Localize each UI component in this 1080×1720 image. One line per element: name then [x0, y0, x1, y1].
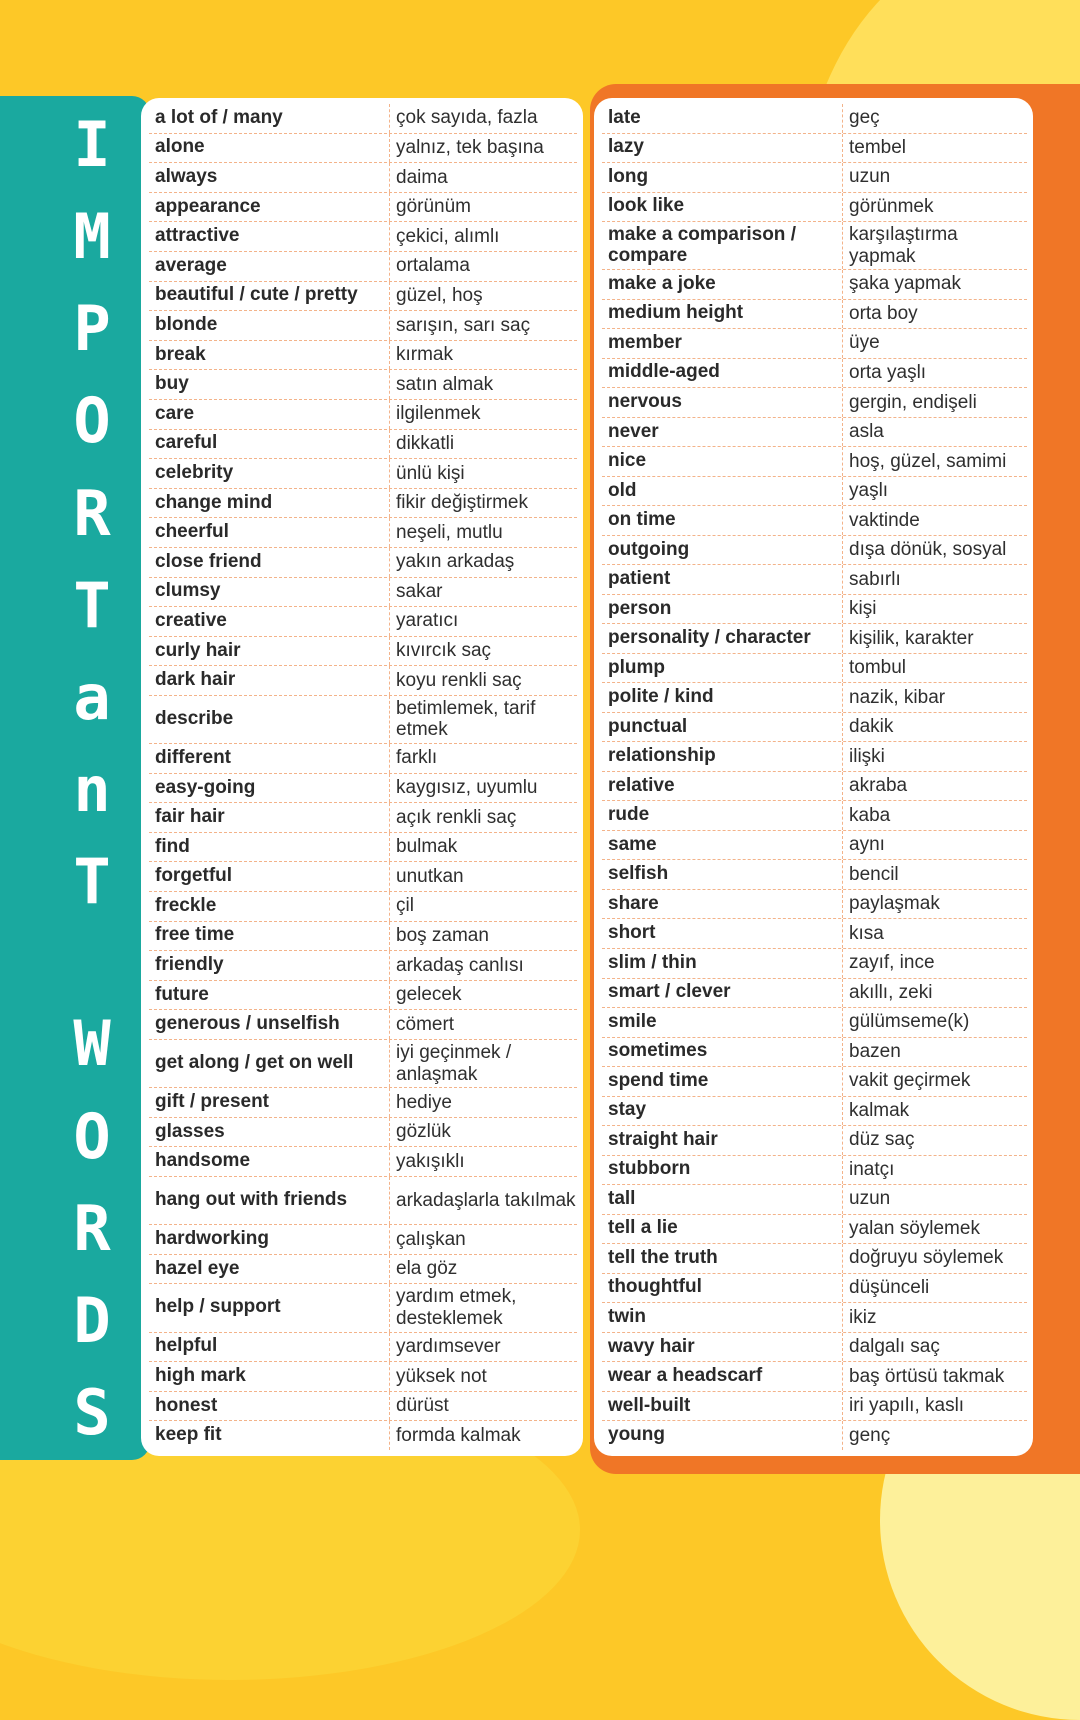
word-row — [149, 400, 577, 430]
turkish-meaning: satın almak — [396, 373, 494, 395]
word-row — [149, 1333, 577, 1363]
english-word: change mind — [149, 489, 390, 518]
english-word: smart / clever — [602, 979, 843, 1008]
turkish-meaning: inatçı — [849, 1158, 895, 1180]
english-word: short — [602, 919, 843, 948]
english-word: describe — [149, 696, 390, 743]
turkish-meaning: dürüst — [396, 1395, 449, 1417]
word-row — [149, 1255, 577, 1285]
english-word: tall — [602, 1185, 843, 1214]
english-word: never — [602, 418, 843, 447]
english-word: share — [602, 890, 843, 919]
english-word: freckle — [149, 892, 390, 921]
turkish-meaning: sabırlı — [849, 568, 901, 590]
english-word: fair hair — [149, 803, 390, 832]
turkish-meaning: düz saç — [849, 1129, 915, 1151]
english-word: help / support — [149, 1284, 390, 1331]
english-word: member — [602, 329, 843, 358]
word-row — [149, 548, 577, 578]
turkish-meaning: bazen — [849, 1040, 901, 1062]
word-row — [602, 1392, 1027, 1422]
turkish-meaning: karşılaştırma yapmak — [849, 223, 958, 267]
word-row — [602, 1038, 1027, 1068]
english-word: glasses — [149, 1118, 390, 1147]
turkish-meaning: yardım etmek, desteklemek — [396, 1286, 517, 1329]
word-row — [602, 536, 1027, 566]
word-row — [149, 341, 577, 371]
word-row — [602, 270, 1027, 300]
english-word: medium height — [602, 300, 843, 329]
english-word: stay — [602, 1097, 843, 1126]
turkish-meaning: çekici, alımlı — [396, 225, 500, 247]
english-word: celebrity — [149, 459, 390, 488]
english-word: tell the truth — [602, 1244, 843, 1273]
word-row — [149, 1362, 577, 1392]
word-row — [602, 1156, 1027, 1186]
turkish-meaning: dikkatli — [396, 432, 455, 454]
english-word: outgoing — [602, 536, 843, 565]
turkish-meaning: yardımsever — [396, 1335, 501, 1357]
turkish-meaning: boş zaman — [396, 925, 489, 946]
english-word: hang out with friends — [149, 1177, 390, 1224]
word-row — [602, 595, 1027, 625]
vocabulary-card-right — [594, 98, 1033, 1456]
english-word: friendly — [149, 951, 390, 980]
word-row — [602, 1362, 1027, 1392]
word-row — [602, 163, 1027, 193]
word-row — [602, 134, 1027, 164]
turkish-meaning: kıvırcık saç — [396, 640, 492, 662]
turkish-meaning: kişilik, karakter — [849, 627, 974, 649]
word-row — [602, 831, 1027, 861]
word-row — [149, 607, 577, 637]
turkish-meaning: düşünceli — [849, 1276, 930, 1298]
english-word: get along / get on well — [149, 1040, 390, 1087]
english-word: selfish — [602, 860, 843, 889]
word-list-left — [149, 104, 577, 1450]
english-word: average — [149, 252, 390, 281]
english-word: same — [602, 831, 843, 860]
word-row — [149, 518, 577, 548]
turkish-meaning: zayıf, ince — [849, 952, 935, 974]
word-row — [602, 624, 1027, 654]
word-row — [602, 359, 1027, 389]
word-row — [149, 311, 577, 341]
english-word: future — [149, 981, 390, 1010]
english-word: relative — [602, 772, 843, 801]
english-word: generous / unselfish — [149, 1010, 390, 1039]
word-row — [149, 744, 577, 774]
english-word: always — [149, 163, 390, 192]
word-row — [149, 252, 577, 282]
english-word: hardworking — [149, 1225, 390, 1254]
turkish-meaning: yakışıklı — [396, 1150, 465, 1172]
turkish-meaning: çil — [396, 895, 414, 917]
turkish-meaning: arkadaş canlısı — [396, 954, 524, 976]
word-row — [602, 1126, 1027, 1156]
english-word: attractive — [149, 222, 390, 251]
turkish-meaning: geç — [849, 107, 880, 129]
turkish-meaning: iyi geçinmek / anlaşmak — [396, 1041, 512, 1085]
english-word: sometimes — [602, 1038, 843, 1067]
english-word: young — [602, 1421, 843, 1450]
english-word: twin — [602, 1303, 843, 1332]
turkish-meaning: kaba — [849, 804, 891, 826]
english-word: spend time — [602, 1067, 843, 1096]
turkish-meaning: cömert — [396, 1013, 455, 1035]
title-letter: I — [73, 108, 111, 181]
english-word: helpful — [149, 1333, 390, 1362]
turkish-meaning: uzun — [849, 166, 891, 188]
english-word: punctual — [602, 713, 843, 742]
word-row — [602, 713, 1027, 743]
english-word: long — [602, 163, 843, 192]
word-row — [602, 1274, 1027, 1304]
title-letter: P — [73, 292, 111, 366]
english-word: patient — [602, 565, 843, 594]
word-row — [602, 683, 1027, 713]
word-row — [149, 666, 577, 696]
word-row — [602, 477, 1027, 507]
word-row — [149, 833, 577, 863]
english-word: hazel eye — [149, 1255, 390, 1284]
english-word: nervous — [602, 388, 843, 417]
english-word: well-built — [602, 1392, 843, 1421]
turkish-meaning: açık renkli saç — [396, 806, 517, 828]
turkish-meaning: akıllı, zeki — [849, 981, 933, 1003]
word-row — [149, 222, 577, 252]
word-row — [149, 459, 577, 489]
english-word: creative — [149, 607, 390, 636]
word-list-right — [602, 104, 1027, 1450]
turkish-meaning: neşeli, mutlu — [396, 521, 503, 543]
turkish-meaning: çalışkan — [396, 1228, 466, 1250]
english-word: middle-aged — [602, 359, 843, 388]
title-letter: S — [73, 1375, 111, 1449]
word-row — [602, 1244, 1027, 1274]
english-word: make a joke — [602, 270, 843, 299]
word-row — [602, 1008, 1027, 1038]
turkish-meaning: kalmak — [849, 1099, 910, 1121]
turkish-meaning: aynı — [849, 834, 885, 856]
english-word: alone — [149, 134, 390, 163]
word-row — [149, 922, 577, 952]
english-word: on time — [602, 506, 843, 535]
word-row — [149, 1225, 577, 1255]
english-word: plump — [602, 654, 843, 683]
word-row — [149, 578, 577, 608]
word-row — [602, 104, 1027, 134]
word-row — [602, 919, 1027, 949]
turkish-meaning: görünüm — [396, 196, 471, 218]
word-row — [602, 949, 1027, 979]
english-word: gift / present — [149, 1088, 390, 1117]
turkish-meaning: yalan söylemek — [849, 1217, 980, 1239]
english-word: wear a headscarf — [602, 1362, 843, 1391]
turkish-meaning: daima — [396, 166, 448, 188]
word-row — [149, 134, 577, 164]
turkish-meaning: arkadaşlarla takılmak — [396, 1189, 576, 1211]
english-word: wavy hair — [602, 1333, 843, 1362]
turkish-meaning: çok sayıda, fazla — [396, 107, 538, 129]
word-row — [602, 300, 1027, 330]
word-row — [149, 862, 577, 892]
word-row — [602, 329, 1027, 359]
english-word: personality / character — [602, 624, 843, 653]
turkish-meaning: dalgalı saç — [849, 1336, 940, 1358]
turkish-meaning: yalnız, tek başına — [396, 136, 544, 158]
turkish-meaning: bulmak — [396, 836, 458, 858]
title-letter: W — [73, 1007, 111, 1081]
turkish-meaning: hediye — [396, 1091, 452, 1113]
turkish-meaning: uzun — [849, 1188, 891, 1210]
turkish-meaning: genç — [849, 1424, 891, 1446]
english-word: clumsy — [149, 578, 390, 607]
english-word: dark hair — [149, 666, 390, 695]
word-row — [602, 772, 1027, 802]
word-row — [602, 1333, 1027, 1363]
word-row — [149, 696, 577, 744]
word-row — [602, 388, 1027, 418]
turkish-meaning: gülümseme(k) — [849, 1011, 970, 1033]
turkish-meaning: farklı — [396, 747, 438, 769]
english-word: easy-going — [149, 774, 390, 803]
turkish-meaning: formda kalmak — [396, 1424, 521, 1446]
turkish-meaning: ünlü kişi — [396, 462, 465, 484]
turkish-meaning: tembel — [849, 136, 907, 158]
word-row — [149, 981, 577, 1011]
turkish-meaning: nazik, kibar — [849, 686, 946, 708]
title-letter: R — [73, 1191, 111, 1265]
word-row — [149, 1177, 577, 1225]
english-word: make a comparison / compare — [602, 222, 843, 269]
english-word: appearance — [149, 193, 390, 222]
english-word: a lot of / many — [149, 104, 390, 133]
english-word: high mark — [149, 1362, 390, 1391]
turkish-meaning: gelecek — [396, 984, 462, 1006]
turkish-meaning: fikir değiştirmek — [396, 492, 528, 514]
turkish-meaning: yakın arkadaş — [396, 551, 515, 573]
word-row — [149, 1284, 577, 1332]
turkish-meaning: betimlemek, tarif etmek — [396, 697, 536, 741]
turkish-meaning: kırmak — [396, 344, 453, 366]
word-row — [602, 1303, 1027, 1333]
turkish-meaning: akraba — [849, 775, 908, 797]
title-letter: O — [73, 384, 111, 458]
word-row — [149, 489, 577, 519]
turkish-meaning: yaratıcı — [396, 610, 459, 632]
turkish-meaning: güzel, hoş — [396, 284, 483, 306]
english-word: person — [602, 595, 843, 624]
english-word: lazy — [602, 134, 843, 163]
turkish-meaning: gergin, endişeli — [849, 391, 977, 413]
turkish-meaning: hoş, güzel, samimi — [849, 450, 1007, 472]
turkish-meaning: ela göz — [396, 1258, 458, 1280]
english-word: close friend — [149, 548, 390, 577]
title-letter: M — [73, 200, 111, 274]
turkish-meaning: unutkan — [396, 865, 464, 887]
turkish-meaning: dakik — [849, 716, 894, 738]
word-row — [149, 803, 577, 833]
turkish-meaning: sakar — [396, 580, 443, 602]
word-row — [602, 1421, 1027, 1450]
word-row — [602, 1215, 1027, 1245]
word-row — [602, 654, 1027, 684]
turkish-meaning: ilişki — [849, 745, 885, 767]
word-row — [602, 860, 1027, 890]
turkish-meaning: yüksek not — [396, 1365, 487, 1387]
turkish-meaning: baş örtüsü takmak — [849, 1365, 1005, 1387]
english-word: slim / thin — [602, 949, 843, 978]
english-word: stubborn — [602, 1156, 843, 1185]
english-word: buy — [149, 370, 390, 399]
turkish-meaning: orta yaşlı — [849, 362, 927, 383]
turkish-meaning: ilgilenmek — [396, 403, 481, 425]
word-row — [602, 1185, 1027, 1215]
english-word: forgetful — [149, 862, 390, 891]
english-word: free time — [149, 922, 390, 951]
word-row — [602, 801, 1027, 831]
english-word: straight hair — [602, 1126, 843, 1155]
english-word: find — [149, 833, 390, 862]
turkish-meaning: ortalama — [396, 255, 470, 277]
turkish-meaning: doğruyu söylemek — [849, 1247, 1004, 1269]
word-row — [149, 193, 577, 223]
english-word: late — [602, 104, 843, 133]
word-row — [149, 774, 577, 804]
turkish-meaning: üye — [849, 332, 880, 354]
turkish-meaning: orta boy — [849, 302, 918, 324]
english-word: old — [602, 477, 843, 506]
english-word: care — [149, 400, 390, 429]
word-row — [149, 1010, 577, 1040]
word-row — [149, 1421, 577, 1450]
english-word: nice — [602, 447, 843, 476]
english-word: blonde — [149, 311, 390, 340]
word-row — [602, 565, 1027, 595]
word-row — [602, 418, 1027, 448]
turkish-meaning: vaktinde — [849, 509, 920, 531]
english-word: keep fit — [149, 1421, 390, 1450]
title-letter: D — [73, 1283, 111, 1357]
word-row — [602, 222, 1027, 270]
word-row — [602, 506, 1027, 536]
word-row — [149, 370, 577, 400]
english-word: honest — [149, 1392, 390, 1421]
turkish-meaning: paylaşmak — [849, 893, 940, 915]
word-row — [149, 282, 577, 312]
english-word: curly hair — [149, 637, 390, 666]
turkish-meaning: tombul — [849, 657, 907, 679]
title-letter: O — [73, 1099, 111, 1173]
title-letter: R — [73, 476, 111, 550]
english-word: rude — [602, 801, 843, 830]
title-letter: a — [73, 660, 111, 734]
vertical-title — [36, 108, 148, 1449]
turkish-meaning: görünmek — [849, 195, 934, 217]
english-word: beautiful / cute / pretty — [149, 282, 390, 311]
english-word: relationship — [602, 742, 843, 771]
word-row — [149, 1088, 577, 1118]
turkish-meaning: şaka yapmak — [849, 273, 961, 295]
english-word: handsome — [149, 1147, 390, 1176]
turkish-meaning: bencil — [849, 863, 899, 885]
english-word: thoughtful — [602, 1274, 843, 1303]
turkish-meaning: dışa dönük, sosyal — [849, 539, 1007, 561]
word-row — [149, 1040, 577, 1088]
english-word: cheerful — [149, 518, 390, 547]
word-row — [149, 104, 577, 134]
word-row — [149, 951, 577, 981]
word-row — [149, 430, 577, 460]
title-letter: T — [73, 568, 111, 642]
word-row — [149, 1147, 577, 1177]
turkish-meaning: iri yapılı, kaslı — [849, 1395, 965, 1417]
turkish-meaning: koyu renkli saç — [396, 669, 522, 691]
turkish-meaning: asla — [849, 421, 884, 443]
english-word: smile — [602, 1008, 843, 1037]
word-row — [602, 979, 1027, 1009]
word-row — [149, 637, 577, 667]
title-letter: n — [73, 752, 111, 826]
word-row — [149, 1118, 577, 1148]
turkish-meaning: kaygısız, uyumlu — [396, 777, 538, 799]
vocabulary-card-left — [141, 98, 583, 1456]
word-row — [602, 742, 1027, 772]
word-row — [602, 1067, 1027, 1097]
turkish-meaning: ikiz — [849, 1306, 877, 1328]
english-word: different — [149, 744, 390, 773]
turkish-meaning: sarışın, sarı saç — [396, 314, 531, 336]
english-word: break — [149, 341, 390, 370]
word-row — [149, 892, 577, 922]
turkish-meaning: vakit geçirmek — [849, 1070, 971, 1092]
english-word: careful — [149, 430, 390, 459]
word-row — [602, 447, 1027, 477]
english-word: polite / kind — [602, 683, 843, 712]
turkish-meaning: yaşlı — [849, 480, 889, 502]
english-word: tell a lie — [602, 1215, 843, 1244]
turkish-meaning: kişi — [849, 598, 877, 620]
english-word: look like — [602, 193, 843, 222]
word-row — [602, 890, 1027, 920]
word-row — [149, 1392, 577, 1422]
word-row — [602, 1097, 1027, 1127]
turkish-meaning: gözlük — [396, 1121, 451, 1143]
title-letter: T — [73, 845, 111, 919]
word-row — [602, 193, 1027, 223]
word-row — [149, 163, 577, 193]
turkish-meaning: kısa — [849, 922, 884, 944]
